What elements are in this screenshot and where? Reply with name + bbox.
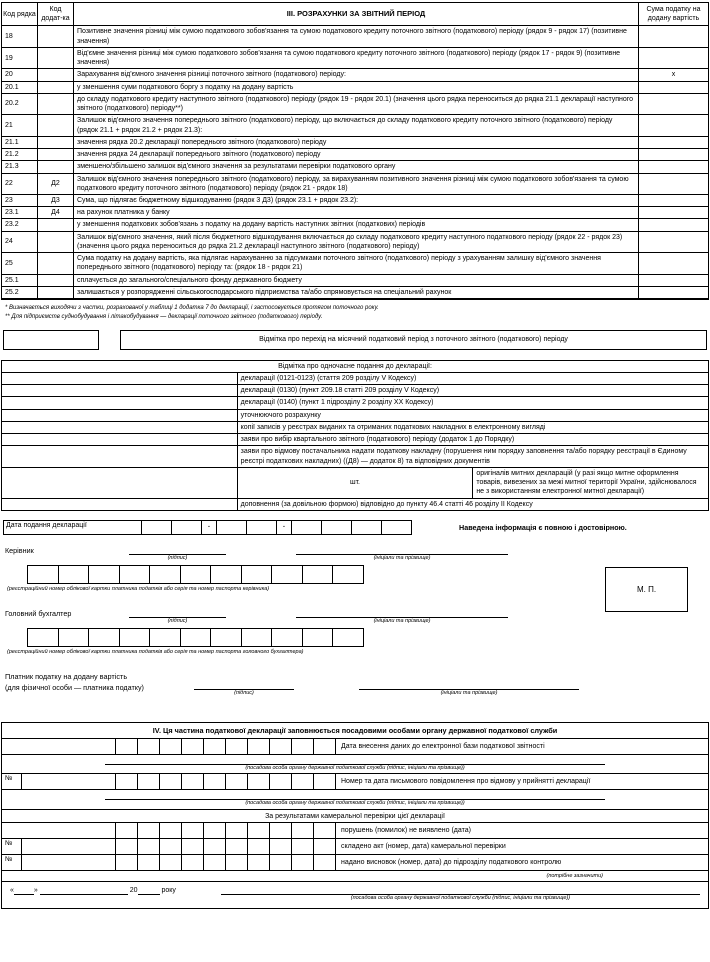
number-sign: № — [2, 855, 22, 870]
table-row — [2, 194, 709, 206]
row-code: 25.2 — [2, 286, 38, 299]
row-code: 18 — [2, 26, 38, 47]
row-text: зменшено/збільшено залишок від'ємного значення за результатами перевірки податкового органу — [74, 161, 639, 173]
number-field[interactable] — [22, 839, 115, 854]
section4-date-row — [2, 882, 708, 908]
entry-box[interactable] — [115, 739, 137, 754]
entry-box[interactable] — [332, 628, 364, 647]
row-sum-cell[interactable] — [639, 136, 709, 148]
table-row — [2, 93, 709, 114]
accountant-label: Головний бухгалтер — [5, 608, 72, 618]
attachment-row — [2, 498, 709, 510]
signature-caption: (підпис) — [167, 554, 188, 561]
entry-box[interactable] — [313, 855, 335, 870]
date-cell[interactable] — [246, 520, 277, 535]
date-cell[interactable] — [291, 520, 322, 535]
row-label: надано висновок (номер, дата) до підрозділу податкового контролю — [335, 855, 708, 870]
initials-caption: (ініціали та прізвище) — [373, 554, 431, 561]
entry-box[interactable] — [225, 839, 247, 854]
transition-label: Відмітка про перехід на місячний податковий період з поточного звітного (податкового) періоду — [120, 330, 707, 350]
row-sum-cell[interactable] — [639, 161, 709, 173]
entry-box[interactable] — [247, 823, 269, 838]
table-row — [2, 26, 709, 47]
section4-title: IV. Ця частина податкової декларації заповнюється посадовими особами органу державної податкової служби — [2, 723, 708, 739]
entry-box[interactable] — [332, 565, 364, 584]
entry-box[interactable] — [115, 839, 137, 854]
date-cell[interactable] — [321, 520, 352, 535]
row-sum-cell[interactable] — [639, 115, 709, 136]
footnote-2: ** Для підприємств суднобудування і літакобудування — декларації поточного звітного (податкового) періоду. — [5, 314, 323, 321]
payer-initials-field[interactable] — [359, 680, 579, 698]
accountant-initials-field[interactable] — [296, 608, 508, 626]
submission-row — [3, 520, 709, 535]
col-header-appendix: Код додат-ка — [38, 3, 74, 26]
row-text: Сума, що підлягає бюджетному відшкодуванню (рядок 3 Д3) (рядок 23.1 + рядок 23.2): — [74, 194, 639, 206]
table-header-row — [2, 3, 709, 26]
row-code: 23.1 — [2, 207, 38, 219]
col-header-sum: Сума податку на додану вартість — [639, 3, 709, 26]
audit-header: За результатами камеральної перевірки цієї декларації — [2, 810, 708, 823]
initials-caption: (ініціали та прізвище) — [440, 689, 498, 696]
entry-box[interactable] — [181, 839, 203, 854]
official-signature-row — [2, 790, 708, 810]
row-code: 23 — [2, 194, 38, 206]
entry-box[interactable] — [271, 565, 303, 584]
attachment-row — [2, 446, 709, 467]
official-signature-row — [2, 755, 708, 775]
entry-box[interactable] — [137, 739, 159, 754]
entry-box[interactable] — [247, 839, 269, 854]
row-appendix — [38, 136, 74, 148]
entry-box[interactable] — [115, 855, 137, 870]
attachment-label: уточнюючого розрахунку — [237, 409, 708, 421]
row-sum-cell[interactable] — [639, 173, 709, 194]
initials-line[interactable] — [296, 545, 508, 555]
table-row — [2, 207, 709, 219]
section4-row — [2, 774, 708, 790]
payer-note: (для фізичної особи — платника податку) — [5, 682, 144, 692]
attachment-label: доповнення (за довільною формою) відповідно до пункту 46.4 статті 46 розділу ІІ Кодексу — [237, 498, 708, 510]
accountant-signature-field[interactable] — [129, 608, 226, 626]
attachment-row — [2, 421, 709, 433]
official-caption: (посадова особа органу державної податкової служби (підпис, ініціали та прізвище)) — [245, 764, 465, 771]
attachment-row-customs — [2, 467, 709, 498]
row-sum-cell[interactable] — [639, 286, 709, 299]
entry-box[interactable] — [313, 839, 335, 854]
row-appendix: Д3 — [38, 194, 74, 206]
attachment-label: заяви про вибір квартального звітного (податкового) періоду (додаток 1 до Порядку) — [237, 434, 708, 446]
attachment-label: декларації (0121-0123) (стаття 209 розділу V Кодексу) — [237, 372, 708, 384]
director-reg-caption: (реєстраційний номер облікової картки платника податків або серія та номер паспорта керівника) — [7, 585, 270, 592]
entry-box[interactable] — [302, 565, 334, 584]
official-caption: (посадова особа органу державної податкової служби (підпис, ініціали та прізвище)) — [245, 800, 465, 807]
table-row — [2, 173, 709, 194]
attachment-checkbox[interactable] — [2, 446, 238, 467]
century-label: 20 — [129, 887, 138, 895]
row-code: 20.1 — [2, 81, 38, 93]
row-label: Номер та дата письмового повідомлення про відмову у прийнятті декларації — [335, 774, 708, 789]
row-sum-cell[interactable] — [639, 194, 709, 206]
entry-box[interactable] — [291, 823, 313, 838]
date-cell[interactable] — [216, 520, 247, 535]
row-text: значення рядка 20.2 декларації попереднього звітного (податкового) періоду — [74, 136, 639, 148]
entry-box[interactable] — [269, 839, 291, 854]
entry-box[interactable] — [313, 739, 335, 754]
month-line[interactable] — [40, 887, 128, 895]
attachments-table — [1, 360, 709, 511]
row-sum-cell[interactable] — [639, 149, 709, 161]
year-line[interactable] — [138, 887, 160, 895]
stamp-label: М. П. — [636, 584, 657, 594]
director-initials-field[interactable] — [296, 545, 508, 563]
entry-box[interactable] — [225, 855, 247, 870]
attachments-title: Відмітка про одночасне подання до декларації: — [2, 360, 709, 372]
entry-box[interactable] — [269, 739, 291, 754]
transition-row — [3, 330, 707, 350]
entry-date-boxes[interactable] — [115, 823, 335, 838]
date-cell[interactable] — [381, 520, 412, 535]
official-caption: (посадова особа органу державної податкової служби (підпис, ініціали та прізвище)) — [350, 895, 571, 902]
row-sum-cell[interactable] — [639, 274, 709, 286]
entry-box[interactable] — [302, 628, 334, 647]
row-label: складено акт (номер, дата) камеральної перевірки — [335, 839, 708, 854]
row-code: 20.2 — [2, 93, 38, 114]
row-text: сплачується до загального/спеціального фонду державного бюджету — [74, 274, 639, 286]
transition-checkbox[interactable] — [3, 330, 99, 350]
row-code: 22 — [2, 173, 38, 194]
row-text: Залишок від'ємного значення попереднього звітного (податкового) періоду, за вирахуванням позитивного значення різниці між сумою податкового зобов'язання та сумою податкового кредиту поточного звітного (податкового) періоду (рядок 21 - рядок 18) — [74, 173, 639, 194]
entry-box[interactable] — [291, 774, 313, 789]
row-text: Залишок від'ємного значення попереднього звітного (податкового) періоду, що включається до складу податкового кредиту поточного звітного (податкового) періоду (рядок 21.1 + рядок 21.2 + рядок 21.3): — [74, 115, 639, 136]
entry-box[interactable] — [159, 739, 181, 754]
entry-box[interactable] — [225, 774, 247, 789]
quote-open: « — [10, 887, 14, 895]
entry-box[interactable] — [269, 855, 291, 870]
number-sign: № — [2, 774, 22, 789]
table-row — [2, 81, 709, 93]
row-text: Зарахування від'ємного значення різниці поточного звітного (податкового) періоду: — [74, 69, 639, 81]
section4-row — [2, 823, 708, 839]
row-code: 19 — [2, 47, 38, 68]
assurance-text: Наведена інформація є повною і достовірною. — [459, 522, 627, 532]
row-code: 21.2 — [2, 149, 38, 161]
row-sum-cell: х — [639, 69, 709, 81]
entry-box[interactable] — [115, 774, 137, 789]
row-appendix — [38, 286, 74, 299]
table-row — [2, 69, 709, 81]
entry-box[interactable] — [203, 855, 225, 870]
row-text: значення рядка 24 декларації попереднього звітного (податкового) періоду — [74, 149, 639, 161]
entry-box[interactable] — [137, 774, 159, 789]
director-label: Керівник — [5, 545, 34, 555]
signature-caption: (підпис) — [167, 617, 188, 624]
date-cell[interactable] — [141, 520, 172, 535]
entry-box[interactable] — [180, 628, 212, 647]
row-appendix — [38, 93, 74, 114]
signature-line[interactable] — [194, 680, 294, 690]
entry-box[interactable] — [27, 565, 59, 584]
entry-box[interactable] — [271, 628, 303, 647]
table-row — [2, 219, 709, 231]
attachment-row — [2, 372, 709, 384]
entry-box[interactable] — [225, 823, 247, 838]
accountant-reg-number-boxes[interactable] — [28, 628, 364, 647]
row-text: залишається у розпорядженні сільськогосподарського підприємства та/або спрямовується на спеціальний рахунок — [74, 286, 639, 299]
signature-line[interactable] — [129, 608, 226, 618]
row-appendix — [38, 219, 74, 231]
entry-box[interactable] — [27, 628, 59, 647]
row-code: 24 — [2, 231, 38, 252]
table-row — [2, 149, 709, 161]
entry-box[interactable] — [181, 739, 203, 754]
row-sum-cell[interactable] — [639, 93, 709, 114]
row-appendix — [38, 69, 74, 81]
attachment-checkbox[interactable] — [2, 409, 238, 421]
row-code: 21 — [2, 115, 38, 136]
entry-box[interactable] — [159, 855, 181, 870]
attachment-checkbox[interactable] — [2, 397, 238, 409]
row-text: у зменшення податкових зобов'язань з податку на додану вартість наступних звітних (податкових) періодів — [74, 219, 639, 231]
accountant-reg-caption: (реєстраційний номер облікової картки платника податків або серія та номер паспорта головного бухгалтера) — [7, 648, 304, 655]
row-text: Від'ємне значення різниці між сумою податкового зобов'язання та сумою податкового кредиту поточного звітного (податкового) періоду (рядок 17 - рядок 9) (позитивне значення) — [74, 47, 639, 68]
row-sum-cell[interactable] — [639, 81, 709, 93]
payer-block — [1, 670, 709, 714]
section4-table — [1, 722, 709, 909]
entry-box[interactable] — [247, 739, 269, 754]
entry-box[interactable] — [247, 774, 269, 789]
entry-box[interactable] — [119, 628, 151, 647]
attachments-title-row — [2, 360, 709, 372]
entry-box[interactable] — [313, 823, 335, 838]
row-appendix — [38, 47, 74, 68]
table-row — [2, 231, 709, 252]
entry-box[interactable] — [203, 739, 225, 754]
date-cell[interactable] — [171, 520, 202, 535]
payer-label: Платник податку на додану вартість — [5, 671, 128, 681]
director-signature-field[interactable] — [129, 545, 226, 563]
entry-box[interactable] — [241, 628, 273, 647]
table-row — [2, 115, 709, 136]
row-text: Сума податку на додану вартість, яка підлягає нарахуванню за підсумками поточного звітного (податкового) періоду з урахуванням залишку від'ємного значення попереднього звітного (податкового) періоду та: (рядок 18 - рядок 21) — [74, 253, 639, 274]
row-appendix — [38, 274, 74, 286]
attachment-row — [2, 409, 709, 421]
row-label: Дата внесення даних до електронної бази податкової звітності — [335, 739, 708, 754]
entry-date-boxes[interactable] — [115, 855, 335, 870]
row-text: до складу податкового кредиту наступного звітного (податкового) періоду (рядок 19 - рядок 20.1) (значення цього рядка переноситься до рядка 21.1 декларації наступного звітного (податкового) періоду**) — [74, 93, 639, 114]
initials-line[interactable] — [296, 608, 508, 618]
entry-box[interactable] — [181, 823, 203, 838]
entry-box[interactable] — [88, 565, 120, 584]
row-appendix: Д4 — [38, 207, 74, 219]
section4-row — [2, 855, 708, 871]
entry-box[interactable] — [291, 739, 313, 754]
table-row — [2, 47, 709, 68]
stamp-box — [605, 567, 688, 612]
date-cell[interactable] — [351, 520, 382, 535]
entry-date-boxes[interactable] — [115, 739, 335, 754]
year-word: року — [161, 887, 176, 895]
entry-date-boxes[interactable] — [115, 839, 335, 854]
attachment-checkbox[interactable] — [2, 434, 238, 446]
note-required: (потрібне зазначити) — [2, 871, 708, 882]
row-sum-cell[interactable] — [639, 219, 709, 231]
row-code: 25.1 — [2, 274, 38, 286]
attachment-checkbox[interactable] — [2, 385, 238, 397]
entry-box[interactable] — [159, 774, 181, 789]
number-field[interactable] — [22, 855, 115, 870]
row-appendix — [38, 26, 74, 47]
entry-box[interactable] — [269, 774, 291, 789]
signature-line[interactable] — [129, 545, 226, 555]
table-row — [2, 161, 709, 173]
entry-box[interactable] — [203, 774, 225, 789]
row-sum-cell[interactable] — [639, 253, 709, 274]
attachment-row — [2, 397, 709, 409]
entry-box[interactable] — [313, 774, 335, 789]
entry-box[interactable] — [181, 774, 203, 789]
section4-row — [2, 839, 708, 855]
row-appendix — [38, 81, 74, 93]
entry-box[interactable] — [180, 565, 212, 584]
entry-box[interactable] — [203, 839, 225, 854]
entry-box[interactable] — [247, 855, 269, 870]
entry-box[interactable] — [137, 855, 159, 870]
attachment-checkbox[interactable] — [2, 372, 238, 384]
attachment-label: декларації (0130) (пункт 209.18 статті 209 розділу V Кодексу) — [237, 385, 708, 397]
attachment-label: декларації (0140) (пункт 1 підрозділу 2 розділу XX Кодексу) — [237, 397, 708, 409]
attachment-checkbox[interactable] — [2, 498, 238, 510]
row-appendix — [38, 231, 74, 252]
date-dot: . — [201, 520, 217, 535]
section-title: ІІІ. РОЗРАХУНКИ ЗА ЗВІТНИЙ ПЕРІОД — [286, 9, 426, 19]
entry-box[interactable] — [88, 628, 120, 647]
entry-box[interactable] — [225, 739, 247, 754]
entry-box[interactable] — [241, 565, 273, 584]
entry-date-boxes[interactable] — [115, 774, 335, 789]
row-code: 23.2 — [2, 219, 38, 231]
table-row — [2, 136, 709, 148]
attachment-row — [2, 434, 709, 446]
table-row — [2, 286, 709, 299]
attachment-checkbox[interactable] — [2, 467, 238, 498]
table-row — [2, 253, 709, 274]
declaration-date-label: Дата подання декларації — [3, 520, 142, 535]
entry-box[interactable] — [137, 823, 159, 838]
row-appendix: Д2 — [38, 173, 74, 194]
signature-caption: (підпис) — [234, 689, 254, 696]
payer-signature-field[interactable] — [194, 680, 294, 698]
official-signature-line[interactable] — [221, 887, 700, 895]
row-sum-cell[interactable] — [639, 26, 709, 47]
row-text: Залишок від'ємного значення, який після бюджетного відшкодування включається до складу податкового кредиту наступного податкового періоду (рядок 22 - рядок 23) (значення цього рядка переноситься до рядка 21.2 декларації наступного звітного (податкового) періоду) — [74, 231, 639, 252]
initials-line[interactable] — [359, 680, 579, 690]
date-dot: . — [276, 520, 292, 535]
entry-box[interactable] — [137, 839, 159, 854]
row-text: Позитивне значення різниці між сумою податкового зобов'язання та сумою податкового кредиту поточного звітного (податкового) періоду (рядок 9 - рядок 17) (позитивне значення) — [74, 26, 639, 47]
entry-box[interactable] — [291, 855, 313, 870]
entry-box[interactable] — [159, 839, 181, 854]
entry-box[interactable] — [203, 823, 225, 838]
row-text: у зменшення суми податкового боргу з податку на додану вартість — [74, 81, 639, 93]
entry-box[interactable] — [291, 839, 313, 854]
entry-box[interactable] — [58, 565, 90, 584]
footnote-1: * Визначається виходячи з частки, розрахованої у таблиці 1 додатка 7 до декларації, і застосовується протягом поточного року. — [5, 305, 379, 312]
day-line[interactable] — [14, 887, 34, 895]
col-header-code: Код рядка — [2, 3, 38, 26]
row-appendix — [38, 115, 74, 136]
entry-box[interactable] — [210, 565, 242, 584]
row-text: на рахунок платника у банку — [74, 207, 639, 219]
number-field[interactable] — [22, 774, 115, 789]
attachment-label: оригіналів митних декларацій (у разі якщо митне оформлення товарів, вивезених за межі митної території України, здійснювалося не з використанням електронної митної декларації) — [473, 467, 709, 498]
quote-close: » — [33, 887, 38, 895]
row-appendix — [38, 253, 74, 274]
section4-row — [2, 739, 708, 755]
row-code: 25 — [2, 253, 38, 274]
attachment-label: заяви про відмову постачальника надати податкову накладну (порушення ним порядку заповнення та/або порядку реєстрації в Єдиному реєстрі податкових накладних) ((Д8) — додаток 8) та відповідних документів — [237, 446, 708, 467]
attachment-checkbox[interactable] — [2, 421, 238, 433]
entry-box[interactable] — [159, 823, 181, 838]
table-row — [2, 274, 709, 286]
row-code: 21.1 — [2, 136, 38, 148]
entry-box[interactable] — [149, 628, 181, 647]
director-reg-number-boxes[interactable] — [28, 565, 364, 584]
row-sum-cell[interactable] — [639, 47, 709, 68]
entry-box[interactable] — [181, 855, 203, 870]
entry-box[interactable] — [269, 823, 291, 838]
row-appendix — [38, 149, 74, 161]
row-sum-cell[interactable] — [639, 207, 709, 219]
row-label: порушень (помилок) не виявлено (дата) — [335, 823, 708, 838]
unit-label: шт. — [237, 467, 473, 498]
attachment-label: копії записів у реєстрах виданих та отриманих податкових накладних в електронному вигляді — [237, 421, 708, 433]
row-code: 20 — [2, 69, 38, 81]
initials-caption: (ініціали та прізвище) — [373, 617, 431, 624]
official-signature-field[interactable] — [221, 887, 700, 903]
attachment-row — [2, 385, 709, 397]
row-appendix — [38, 161, 74, 173]
entry-box[interactable] — [119, 565, 151, 584]
entry-box[interactable] — [115, 823, 137, 838]
signatures-block — [1, 543, 709, 668]
entry-box[interactable] — [210, 628, 242, 647]
row-sum-cell[interactable] — [639, 231, 709, 252]
section3-table — [1, 2, 709, 300]
entry-box[interactable] — [58, 628, 90, 647]
entry-box[interactable] — [149, 565, 181, 584]
number-sign: № — [2, 839, 22, 854]
row-code: 21.3 — [2, 161, 38, 173]
